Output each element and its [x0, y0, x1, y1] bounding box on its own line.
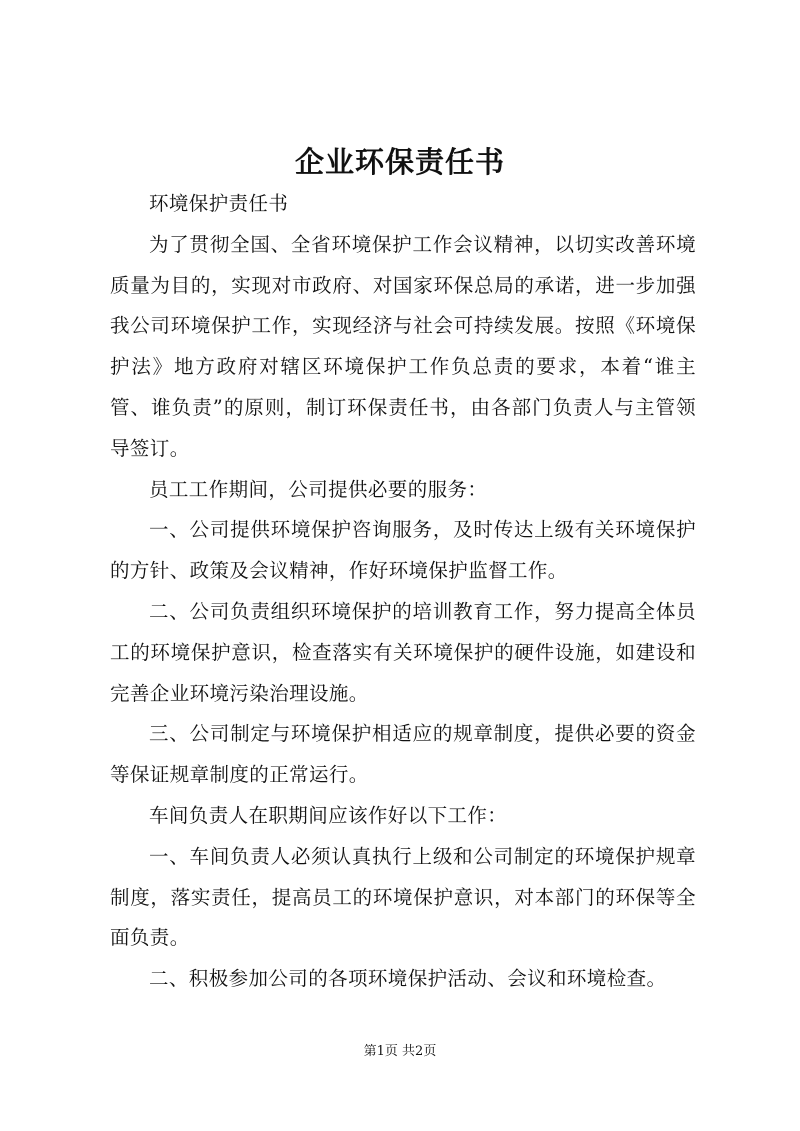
paragraph-company-services-heading: 员工工作期间，公司提供必要的服务： — [149, 477, 488, 501]
paragraph-company-item-1: 一、公司提供环境保护咨询服务，及时传达上级有关环境保护的方针、政策及会议精神，作好环境保护监督工作。 — [110, 518, 696, 583]
document-title: 企业环保责任书 — [294, 145, 505, 179]
paragraph-workshop-heading: 车间负责人在职期间应该作好以下工作： — [149, 803, 508, 827]
paragraph-workshop-item-1: 一、车间负责人必须认真执行上级和公司制定的环境保护规章制度，落实责任，提高员工的环境保护意识，对本部门的环保等全面负责。 — [110, 844, 696, 950]
paragraph-intro: 为了贯彻全国、全省环境保护工作会议精神，以切实改善环境质量为目的，实现对市政府、对国家环保总局的承诺，进一步加强我公司环境保护工作，实现经济与社会可持续发展。按照《环境保护法》地方政府对辖区环境保护工作负总责的要求，本着“谁主管、谁负责”的原则，制订环保责任书，由各部门负责人与主管领导签订。 — [110, 232, 696, 460]
page-footer: 第1页 共2页 — [363, 1044, 437, 1059]
paragraph-subtitle: 环境保护责任书 — [149, 192, 289, 215]
paragraph-workshop-item-2: 二、积极参加公司的各项环境保护活动、会议和环境检查。 — [149, 967, 667, 991]
document-body — [110, 184, 696, 1000]
paragraph-company-item-3: 三、公司制定与环境保护相适应的规章制度，提供必要的资金等保证规章制度的正常运行。 — [110, 722, 696, 787]
paragraph-company-item-2: 二、公司负责组织环境保护的培训教育工作，努力提高全体员工的环境保护意识，检查落实有关环境保护的硬件设施，如建设和完善企业环境污染治理设施。 — [110, 599, 696, 705]
